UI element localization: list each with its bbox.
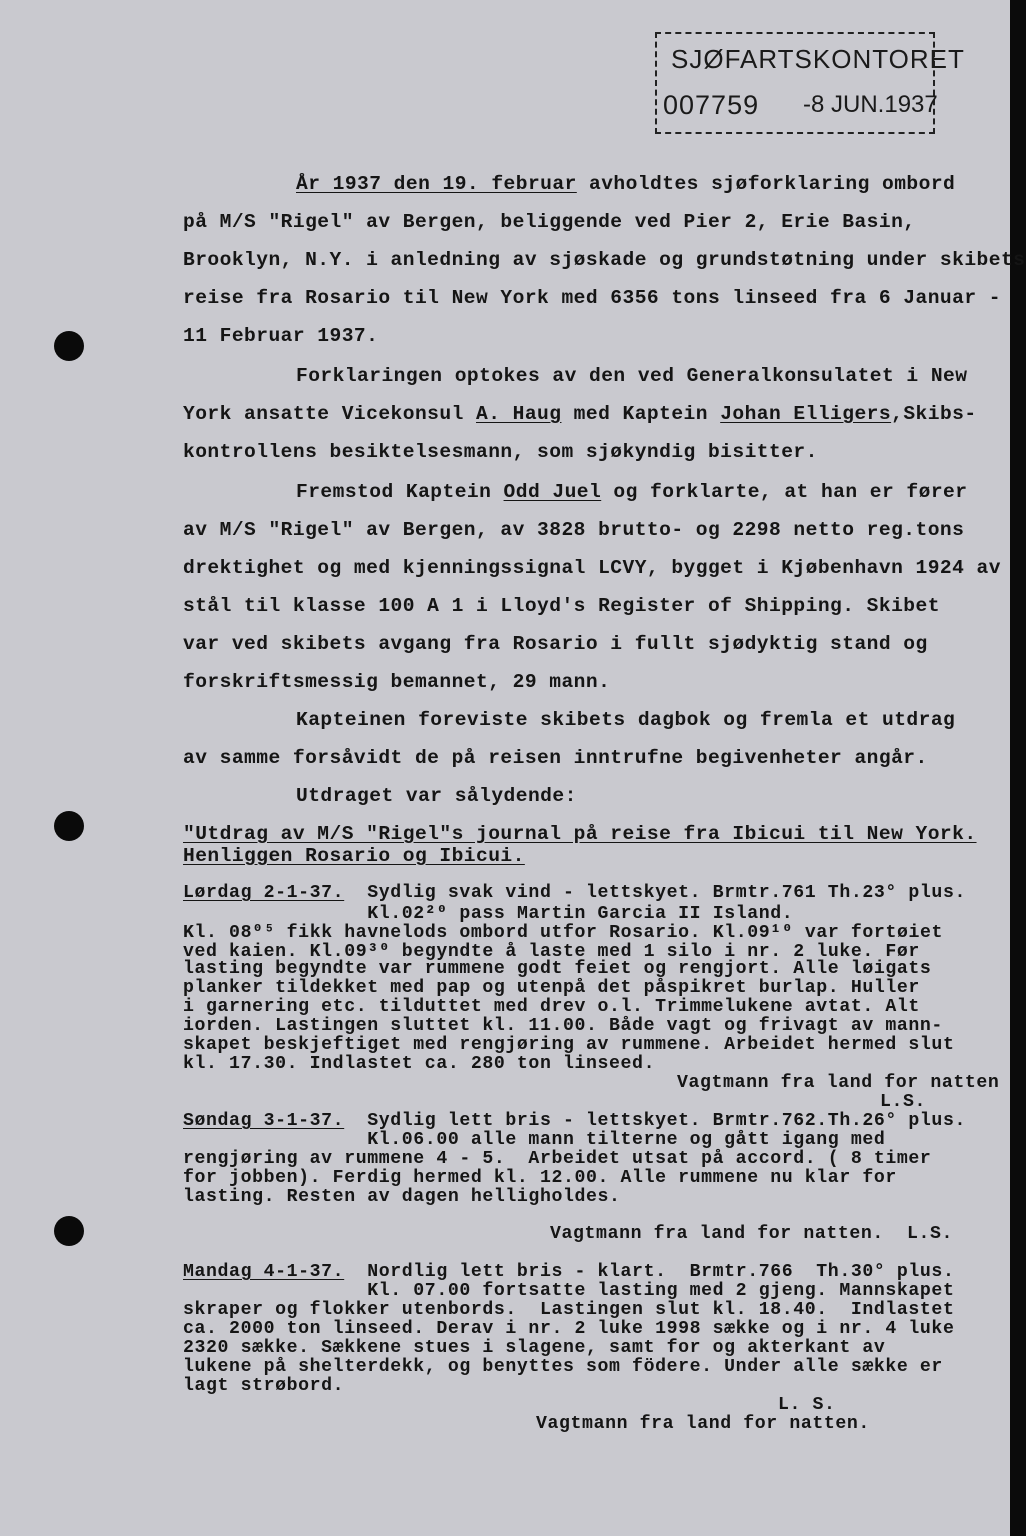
- text-line: Forklaringen optokes av den ved Generalkonsulatet i New: [296, 365, 968, 387]
- text-line: reise fra Rosario til New York med 6356 tons linseed fra 6 Januar -: [183, 287, 1001, 309]
- log-entry-line: Lørdag 2-1-37. Sydlig svak vind - lettskyet. Brmtr.761 Th.23° plus.: [183, 883, 966, 903]
- vice-consul-name: A. Haug: [476, 403, 562, 425]
- text-line: av samme forsåvidt de på reisen inntrufne begivenheter angår.: [183, 747, 928, 769]
- office-stamp: [655, 32, 965, 134]
- log-entry-line: Kl. 08⁰⁵ fikk havnelods ombord utfor Rosario. Kl.09¹⁰ var fortøiet: [183, 923, 944, 943]
- log-entry-line: iorden. Lastingen sluttet kl. 11.00. Både vagt og frivagt av mann-: [183, 1016, 943, 1036]
- text-line: var ved skibets avgang fra Rosario i fullt sjødyktig stand og: [183, 633, 928, 655]
- log-entry-line: Søndag 3-1-37. Sydlig lett bris - lettskyet. Brmtr.762.Th.26° plus.: [183, 1111, 966, 1131]
- log-entry-line: kl. 17.30. Indlastet ca. 280 ton linseed.: [183, 1054, 656, 1074]
- extract-heading: "Utdrag av M/S "Rigel"s journal på reise fra Ibicui til New York.: [183, 823, 977, 845]
- log-entry-line: ved kaien. Kl.09³⁰ begyndte å laste med 1 silo i nr. 2 luke. Før: [183, 942, 920, 962]
- stamp-office: SJØFARTSKONTORET: [671, 44, 965, 74]
- log-entry-line: Kl.06.00 alle mann tilterne og gått igang med: [183, 1130, 886, 1150]
- log-entry-line: lasting begyndte var rummene godt feiet og rengjort. Alle løigats: [183, 959, 932, 979]
- log-entry-line: ca. 2000 ton linseed. Derav i nr. 2 luke 1998 sække og i nr. 4 luke: [183, 1319, 955, 1339]
- watch-note: Vagtmann fra land for natten: [677, 1073, 1000, 1093]
- log-date: Søndag 3-1-37.: [183, 1111, 345, 1131]
- text-line: Utdraget var sålydende:: [296, 785, 577, 807]
- text-line: År 1937 den 19. februar avholdtes sjøforklaring ombord: [296, 173, 956, 195]
- log-entry-line: Kl. 07.00 fortsatte lasting med 2 gjeng. Mannskapet: [183, 1281, 955, 1301]
- captain-name: Odd Juel: [503, 481, 602, 503]
- text-line: York ansatte Vicekonsul A. Haug med Kaptein Johan Elligers,Skibs-: [183, 403, 977, 425]
- watch-note: Vagtmann fra land for natten. L.S.: [550, 1224, 953, 1244]
- captain-assessor-name: Johan Elligers: [720, 403, 892, 425]
- signature-initials: L. S.: [778, 1395, 836, 1415]
- text-line: kontrollens besiktelsesmann, som sjøkyndig bisitter.: [183, 441, 818, 463]
- stamp-number: 007759: [663, 90, 760, 120]
- log-entry-line: lukene på shelterdekk, og benyttes som födere. Under alle sække er: [183, 1357, 943, 1377]
- punch-hole: [54, 811, 84, 841]
- text-line: på M/S "Rigel" av Bergen, beliggende ved Pier 2, Erie Basin,: [183, 211, 916, 233]
- log-date: Lørdag 2-1-37.: [183, 883, 345, 903]
- stamp-date: -8 JUN.1937: [803, 91, 938, 118]
- log-entry-line: Mandag 4-1-37. Nordlig lett bris - klart. Brmtr.766 Th.30° plus.: [183, 1262, 955, 1282]
- text-line: stål til klasse 100 A 1 i Lloyd's Register of Shipping. Skibet: [183, 595, 940, 617]
- log-date: Mandag 4-1-37.: [183, 1262, 345, 1282]
- extract-heading: Henliggen Rosario og Ibicui.: [183, 845, 525, 867]
- watch-note: Vagtmann fra land for natten.: [536, 1414, 870, 1434]
- punch-hole: [54, 1216, 84, 1246]
- hearing-date: År 1937 den 19. februar: [296, 173, 577, 195]
- text-line: forskriftsmessig bemannet, 29 mann.: [183, 671, 611, 693]
- punch-hole: [54, 331, 84, 361]
- log-entry-line: planker tildekket med pap og utenpå det påspikret burlap. Huller: [183, 978, 920, 998]
- log-entry-line: rengjøring av rummene 4 - 5. Arbeidet utsat på accord. ( 8 timer: [183, 1149, 932, 1169]
- log-entry-line: lagt strøbord.: [183, 1376, 345, 1396]
- text-line: Fremstod Kaptein Odd Juel og forklarte, at han er fører: [296, 481, 968, 503]
- log-entry-line: 2320 sække. Sækkene stues i slagene, samt for og akterkant av: [183, 1338, 886, 1358]
- signature-initials: L.S.: [880, 1092, 927, 1112]
- text-line: 11 Februar 1937.: [183, 325, 379, 347]
- text-line: av M/S "Rigel" av Bergen, av 3828 brutto- og 2298 netto reg.tons: [183, 519, 965, 541]
- log-entry-line: skraper og flokker utenbords. Lastingen slut kl. 18.40. Indlastet: [183, 1300, 955, 1320]
- text-line: drektighet og med kjenningssignal LCVY, bygget i Kjøbenhavn 1924 av: [183, 557, 1001, 579]
- log-entry-line: for jobben). Ferdig hermed kl. 12.00. Alle rummene nu klar for: [183, 1168, 897, 1188]
- log-entry-line: Kl.02²⁰ pass Martin Garcia II Island.: [183, 904, 794, 924]
- text-line: Brooklyn, N.Y. i anledning av sjøskade og grundstøtning under skibets: [183, 249, 1026, 271]
- log-entry-line: i garnering etc. tilduttet med drev o.l. Trimmelukene avtat. Alt: [183, 997, 920, 1017]
- log-entry-line: skapet beskjeftiget med rengjøring av rummene. Arbeidet hermed slut: [183, 1035, 955, 1055]
- log-entry-line: lasting. Resten av dagen helligholdes.: [183, 1187, 621, 1207]
- text-line: Kapteinen foreviste skibets dagbok og fremla et utdrag: [296, 709, 956, 731]
